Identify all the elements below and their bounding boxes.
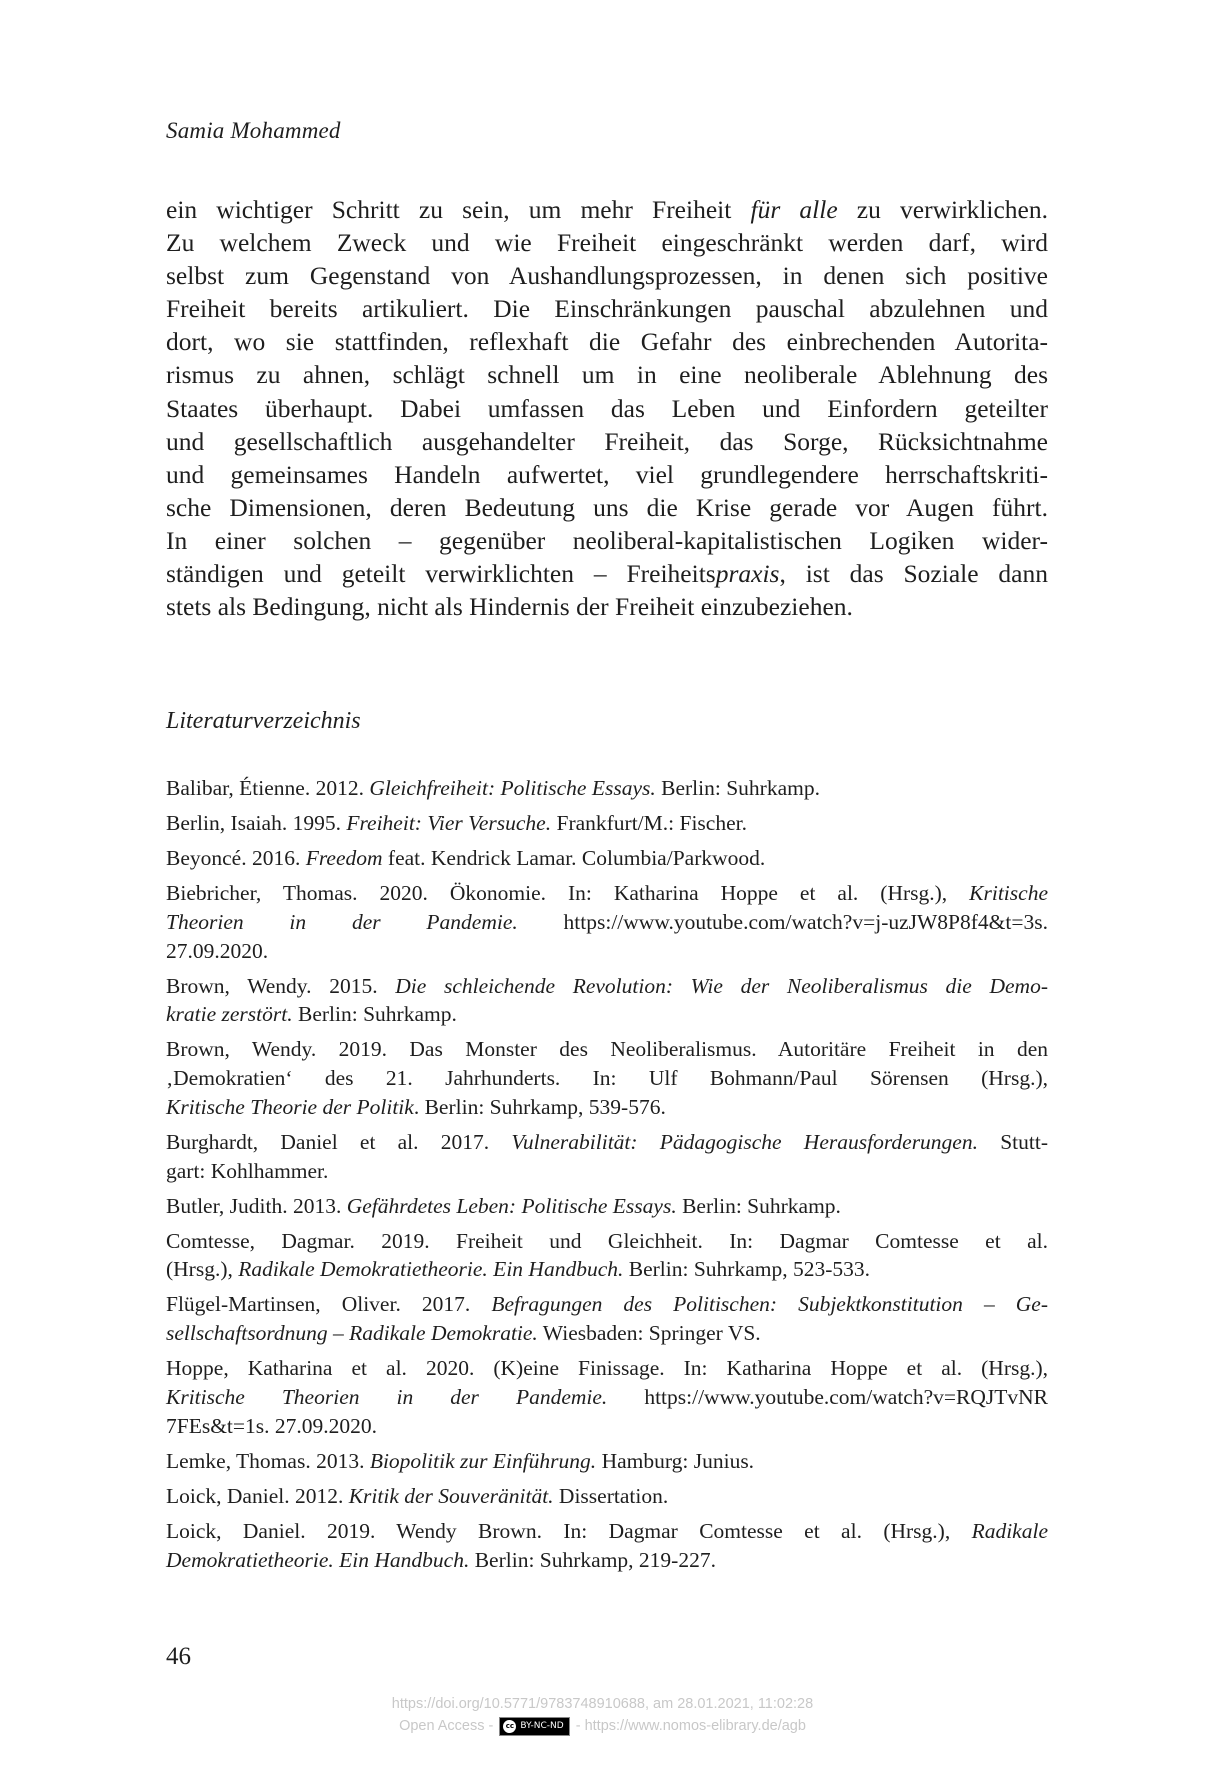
text-run: Comtesse, Dagmar. 2019. Freiheit und Gleichheit. In: Dagmar Comtesse et al. bbox=[166, 1228, 1048, 1253]
bibliography-entry bbox=[166, 1354, 1048, 1440]
text-run: zu verwirklichen. bbox=[837, 195, 1048, 224]
body-line bbox=[166, 524, 1048, 557]
text-run: Hoppe, Katharina et al. 2020. (K)eine Finissage. In: Katharina Hoppe et al. (Hrsg.), bbox=[166, 1356, 1048, 1381]
text-run: ‚Demokratien‘ des 21. Jahrhunderts. In: Ulf Bohmann/Paul Sörensen (Hrsg.), bbox=[166, 1066, 1048, 1091]
running-head-author: Samia Mohammed bbox=[166, 118, 341, 143]
text-run: Burghardt, Daniel et al. 2017. bbox=[166, 1129, 512, 1154]
bibliography-entry bbox=[166, 774, 1048, 803]
cc-license-badge[interactable] bbox=[500, 1718, 568, 1735]
footer-open-access-label: Open Access - bbox=[399, 1718, 498, 1734]
italic-run: Radikale Demokratietheorie. Ein Handbuch. bbox=[238, 1257, 624, 1282]
bibliography-line bbox=[166, 1546, 1048, 1575]
bibliography-entry bbox=[166, 879, 1048, 965]
text-run: Berlin: Suhrkamp. bbox=[676, 1193, 841, 1218]
footer-watermark bbox=[0, 1693, 1205, 1737]
italic-run: Demokratietheorie. Ein Handbuch. bbox=[166, 1547, 470, 1572]
italic-run: Freedom bbox=[305, 845, 383, 870]
text-run: Stutt- bbox=[977, 1129, 1048, 1154]
text-run: Zu welchem Zweck und wie Freiheit eingeschränkt werden darf, wird bbox=[166, 228, 1048, 258]
text-run: Staates überhaupt. Dabei umfassen das Leben und Einfordern geteilter bbox=[166, 393, 1048, 423]
body-line bbox=[166, 325, 1048, 358]
text-run: stets als Bedingung, nicht als Hindernis der Freiheit einzubeziehen. bbox=[166, 592, 853, 622]
italic-run: Befragungen des Politischen: Subjektkonstitution – Ge- bbox=[491, 1292, 1048, 1317]
text-run: Hamburg: Junius. bbox=[596, 1448, 755, 1473]
italic-run: Kritische bbox=[969, 880, 1048, 905]
bibliography-line bbox=[166, 1517, 1048, 1546]
bibliography-line bbox=[166, 1157, 1048, 1186]
bibliography-line bbox=[166, 879, 1048, 908]
italic-run: kratie zerstört. bbox=[166, 1002, 293, 1027]
body-line bbox=[166, 392, 1048, 425]
bibliography-entry bbox=[166, 1290, 1048, 1348]
bibliography-heading: Literaturverzeichnis bbox=[166, 708, 361, 734]
text-run: (Hrsg.), bbox=[166, 1257, 239, 1282]
italic-run: Vulnerabilität: Pädagogische Herausforderungen. bbox=[511, 1129, 978, 1154]
text-run: Berlin, Isaiah. 1995. bbox=[166, 810, 347, 835]
footer-agb-link[interactable]: - https://www.nomos-elibrary.de/agb bbox=[571, 1718, 806, 1734]
text-run: 27.09.2020. bbox=[166, 938, 269, 963]
italic-run: für alle bbox=[750, 195, 838, 224]
body-line bbox=[166, 557, 1048, 590]
body-line bbox=[166, 458, 1048, 491]
italic-run: Theorien in der Pandemie. bbox=[166, 909, 518, 934]
bibliography-line bbox=[166, 1383, 1048, 1412]
bibliography-line bbox=[166, 844, 1048, 873]
text-run: Biebricher, Thomas. 2020. Ökonomie. In: Katharina Hoppe et al. (Hrsg.), bbox=[166, 880, 970, 905]
text-run: Wiesbaden: Springer VS. bbox=[537, 1321, 761, 1346]
bibliography-line bbox=[166, 1128, 1048, 1157]
text-run: Berlin: Suhrkamp. bbox=[655, 776, 820, 800]
bibliography-line bbox=[166, 972, 1048, 1001]
text-run: Berlin: Suhrkamp, 523-533. bbox=[623, 1257, 871, 1282]
text-run: , ist das Soziale dann bbox=[779, 559, 1048, 589]
bibliography-entry bbox=[166, 972, 1048, 1030]
text-run: und gemeinsames Handeln aufwertet, viel grundlegendere herrschaftskriti- bbox=[166, 459, 1048, 489]
bibliography-line bbox=[166, 1290, 1048, 1319]
text-run: Dissertation. bbox=[553, 1483, 669, 1508]
bibliography-line bbox=[166, 1354, 1048, 1383]
bibliography-line bbox=[166, 774, 1048, 803]
italic-run: Radikale bbox=[971, 1518, 1048, 1543]
text-run: https://www.youtube.com/watch?v=j-uzJW8P8f4&t=3s. bbox=[517, 909, 1048, 934]
body-line bbox=[166, 226, 1048, 259]
bibliography-entry bbox=[166, 1035, 1048, 1121]
text-run: Butler, Judith. 2013. bbox=[166, 1193, 347, 1218]
bibliography-entry bbox=[166, 844, 1048, 873]
body-line bbox=[166, 358, 1048, 391]
bibliography-line bbox=[166, 937, 1048, 966]
text-run: Beyoncé. 2016. bbox=[166, 845, 306, 870]
text-run: In einer solchen – gegenüber neoliberal-kapitalistischen Logiken wider- bbox=[166, 525, 1048, 555]
body-paragraph bbox=[166, 193, 1048, 623]
bibliography-line bbox=[166, 1319, 1048, 1348]
text-run: Berlin: Suhrkamp, 219-227. bbox=[469, 1547, 716, 1572]
text-run: . Berlin: Suhrkamp, 539-576. bbox=[413, 1094, 666, 1119]
bibliography-line bbox=[166, 1093, 1048, 1122]
bibliography-list bbox=[166, 774, 1048, 1581]
text-run: ständigen und geteilt verwirklichten – Freiheits bbox=[166, 559, 716, 589]
bibliography-line bbox=[166, 1000, 1048, 1029]
bibliography-line bbox=[166, 1255, 1048, 1284]
text-run: rismus zu ahnen, schlägt schnell um in eine neoliberale Ablehnung des bbox=[166, 360, 1048, 390]
bibliography-entry bbox=[166, 1227, 1048, 1285]
italic-run: Gefährdetes Leben: Politische Essays. bbox=[346, 1193, 677, 1218]
bibliography-entry bbox=[166, 1192, 1048, 1221]
footer-license-line bbox=[0, 1715, 1205, 1737]
bibliography-line bbox=[166, 1035, 1048, 1064]
footer-doi-line[interactable]: https://doi.org/10.5771/9783748910688, am 28.01.2021, 11:02:28 bbox=[391, 1696, 814, 1712]
italic-run: Kritische Theorie der Politik bbox=[166, 1094, 414, 1119]
italic-run: Kritische Theorien in der Pandemie. bbox=[166, 1385, 608, 1410]
text-run: Loick, Daniel. 2019. Wendy Brown. In: Dagmar Comtesse et al. (Hrsg.), bbox=[166, 1518, 972, 1543]
italic-run: Biopolitik zur Einführung. bbox=[369, 1448, 597, 1473]
body-line bbox=[166, 425, 1048, 458]
text-run: Loick, Daniel. 2012. bbox=[166, 1483, 349, 1508]
bibliography-line bbox=[166, 1482, 1048, 1511]
text-run: Balibar, Étienne. 2012. bbox=[166, 776, 370, 800]
bibliography-entry bbox=[166, 1517, 1048, 1575]
bibliography-entry bbox=[166, 1128, 1048, 1186]
text-run: ein wichtiger Schritt zu sein, um mehr Freiheit bbox=[166, 195, 751, 224]
bibliography-line bbox=[166, 1192, 1048, 1221]
bibliography-line bbox=[166, 809, 1048, 838]
creative-commons-icon: cc bbox=[503, 1720, 516, 1733]
bibliography-line bbox=[166, 908, 1048, 937]
body-line bbox=[166, 590, 1048, 623]
body-line bbox=[166, 292, 1048, 325]
italic-run: Die schleichende Revolution: Wie der Neoliberalismus die Demo- bbox=[395, 973, 1048, 998]
text-run: sche Dimensionen, deren Bedeutung uns die Krise gerade vor Augen führt. bbox=[166, 492, 1048, 522]
bibliography-line bbox=[166, 1064, 1048, 1093]
text-run: 7FEs&t=1s. 27.09.2020. bbox=[166, 1413, 378, 1438]
text-run: und gesellschaftlich ausgehandelter Freiheit, das Sorge, Rücksichtnahme bbox=[166, 426, 1048, 456]
text-run: Frankfurt/M.: Fischer. bbox=[551, 810, 747, 835]
italic-run: Freiheit: Vier Versuche. bbox=[346, 810, 552, 835]
text-run: Flügel-Martinsen, Oliver. 2017. bbox=[166, 1292, 492, 1317]
text-run: feat. Kendrick Lamar. Columbia/Parkwood. bbox=[382, 845, 766, 870]
body-line bbox=[166, 491, 1048, 524]
bibliography-entry bbox=[166, 1447, 1048, 1476]
text-run: gart: Kohlhammer. bbox=[166, 1158, 329, 1183]
italic-run: Kritik der Souveränität. bbox=[348, 1483, 554, 1508]
bibliography-entry bbox=[166, 1482, 1048, 1511]
text-run: Brown, Wendy. 2015. bbox=[166, 973, 396, 998]
body-line bbox=[166, 193, 1048, 226]
bibliography-line bbox=[166, 1447, 1048, 1476]
bibliography-line bbox=[166, 1227, 1048, 1256]
cc-license-label: BY-NC-ND bbox=[520, 1720, 564, 1731]
text-run: Berlin: Suhrkamp. bbox=[292, 1002, 457, 1027]
bibliography-line bbox=[166, 1412, 1048, 1441]
text-run: Lemke, Thomas. 2013. bbox=[166, 1448, 370, 1473]
text-run: selbst zum Gegenstand von Aushandlungsprozessen, in denen sich positive bbox=[166, 261, 1048, 291]
italic-run: sellschaftsordnung – Radikale Demokratie. bbox=[166, 1321, 538, 1346]
italic-run: praxis bbox=[715, 559, 780, 589]
text-run: Brown, Wendy. 2019. Das Monster des Neoliberalismus. Autoritäre Freiheit in den bbox=[166, 1037, 1048, 1062]
text-run: https://www.youtube.com/watch?v=RQJTvNR bbox=[607, 1385, 1048, 1410]
text-run: dort, wo sie stattfinden, reflexhaft die Gefahr des einbrechenden Autorita- bbox=[166, 327, 1048, 357]
bibliography-entry bbox=[166, 809, 1048, 838]
page-number: 46 bbox=[166, 1643, 191, 1670]
text-run: Freiheit bereits artikuliert. Die Einschränkungen pauschal abzulehnen und bbox=[166, 294, 1048, 324]
italic-run: Gleichfreiheit: Politische Essays. bbox=[369, 776, 656, 800]
body-line bbox=[166, 259, 1048, 292]
